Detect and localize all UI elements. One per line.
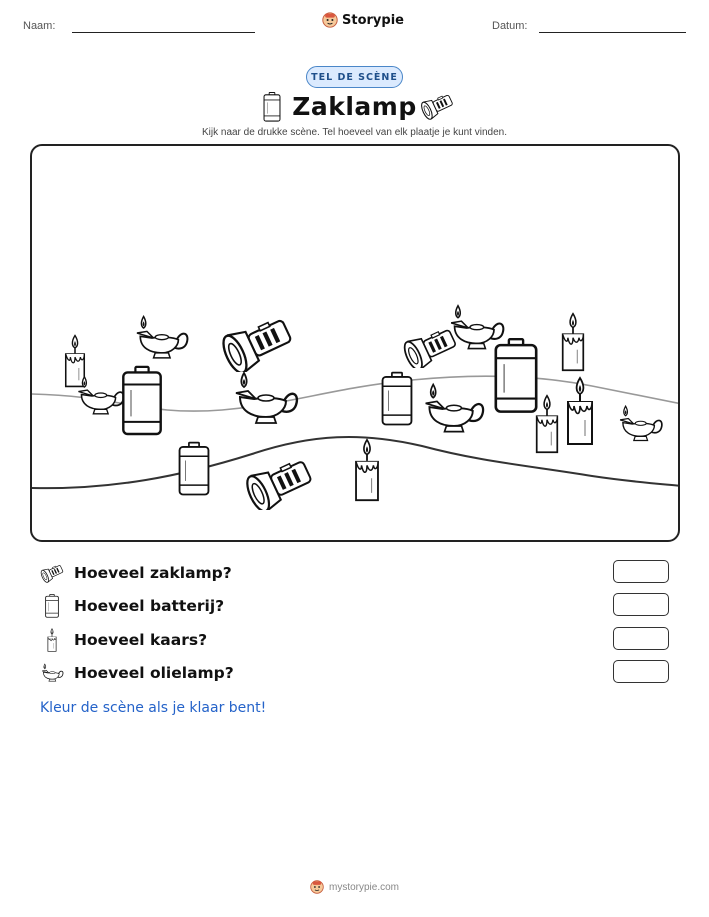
candle-icon <box>40 628 64 652</box>
candle-icon <box>560 376 600 446</box>
footer-url[interactable]: mystorypie.com <box>328 881 399 893</box>
flashlight-icon <box>40 561 64 585</box>
answer-box-candle[interactable] <box>613 627 669 650</box>
question-row-flashlight <box>40 560 670 586</box>
oil-lamp-icon <box>230 366 300 432</box>
name-line[interactable] <box>72 32 255 33</box>
date-label: Datum: <box>492 20 528 32</box>
battery-icon <box>177 440 211 498</box>
candle-icon <box>556 312 590 372</box>
answer-box-battery[interactable] <box>613 593 669 616</box>
footer <box>0 880 709 894</box>
answer-box-flashlight[interactable] <box>613 560 669 583</box>
brand-name: Storypie <box>342 12 404 28</box>
name-label: Naam: <box>23 20 56 32</box>
date-line[interactable] <box>539 32 686 33</box>
question-text: Hoeveel batterij? <box>74 597 225 615</box>
category-tag: TEL DE SCÈNE <box>306 66 403 88</box>
flashlight-icon <box>420 92 454 120</box>
brand <box>322 12 404 28</box>
storypie-logo-icon <box>310 880 324 894</box>
question-text: Hoeveel olielamp? <box>74 664 234 682</box>
oil-lamp-icon <box>420 380 486 438</box>
oil-lamp-icon <box>74 374 126 418</box>
coloring-note: Kleur de scène als je klaar bent! <box>40 700 267 716</box>
battery-icon <box>120 364 164 438</box>
question-text: Hoeveel zaklamp? <box>74 564 232 582</box>
instructions: Kijk naar de drukke scène. Tel hoeveel van elk plaatje je kunt vinden. <box>201 127 507 138</box>
flashlight-icon <box>244 458 314 510</box>
answer-box-oil-lamp[interactable] <box>613 660 669 683</box>
battery-icon <box>40 594 64 618</box>
counting-scene <box>30 144 680 542</box>
battery-icon <box>380 370 414 428</box>
oil-lamp-icon <box>132 312 190 364</box>
storypie-logo-icon <box>322 12 338 28</box>
page-title: Zaklamp <box>292 92 417 121</box>
question-row-candle <box>40 627 670 653</box>
oil-lamp-icon <box>616 402 664 446</box>
question-row-oil-lamp <box>40 660 670 686</box>
candle-icon <box>350 438 384 502</box>
question-text: Hoeveel kaars? <box>74 631 208 649</box>
question-row-battery <box>40 593 670 619</box>
oil-lamp-icon <box>40 661 64 685</box>
flashlight-icon <box>220 316 294 372</box>
candle-icon <box>530 394 564 454</box>
